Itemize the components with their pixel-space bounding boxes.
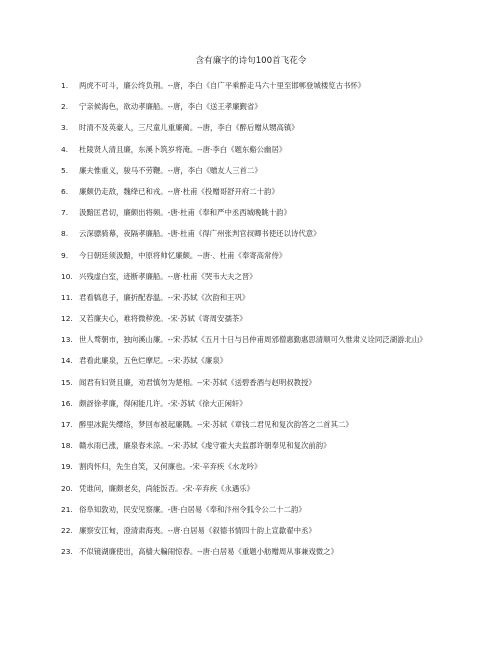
list-item (61, 122, 461, 133)
list-item-number: 15. (61, 377, 73, 387)
list-item (61, 546, 461, 557)
list-item-number: 8. (61, 229, 69, 239)
list-item-number: 22. (61, 525, 73, 535)
list-item-text: 杜陵贤人清且廉，东溪卜筑岁将淹。--唐·李白《题东谿公幽居》 (79, 144, 287, 154)
list-item (61, 250, 461, 261)
list-item (61, 207, 461, 218)
list-item-text: 廉夫惟重义，骏马不劳鞭。--唐，李白《赠友人三首二》 (79, 165, 262, 175)
list-item (61, 313, 461, 324)
list-item (61, 461, 461, 472)
list-item-text: 不似镜湖廉使出，高樯大艑闹惊春。--唐·白居易《重题小舫赠周从事兼戏微之》 (79, 547, 338, 557)
list-item-number: 17. (61, 420, 73, 429)
list-item (61, 80, 461, 91)
list-item-number: 7. (61, 208, 69, 218)
list-item-text: 凭谁问，廉颇老矣，尚能饭否。-宋·辛弃疾《永遇乐》 (79, 483, 255, 493)
list-item-number: 14. (61, 356, 73, 366)
list-item (61, 377, 461, 388)
list-item-number: 4. (61, 144, 69, 154)
list-item-text: 世人骛朝市，独向溪山廉。--宋·苏轼《五月十日与吕仲甫周邠僧惠勤惠思清顺可久惟肃义诠同泛湖游北山》 (79, 335, 427, 345)
list-item (61, 525, 461, 536)
list-item-text: 醉里冰髭失缨络，梦回布被起廉隅。--宋·苏轼《章钱二君见和复次韵答之二首其二》 (79, 420, 353, 429)
list-item-text: 廉颇仍走敌，魏绛已和戎。--唐·杜甫《投赠哥舒开府二十韵》 (79, 186, 279, 196)
list-item (61, 398, 461, 409)
list-item-text: 君看此廉泉，五色烂摩尼。--宋·苏轼《廉泉》 (79, 356, 228, 366)
list-item-text: 兴残虚白室，迹断孝廉船。--唐·杜甫《哭韦大夫之晋》 (79, 271, 257, 281)
list-item-number: 2. (61, 102, 69, 112)
list-item-text: 两虎不可斗，廉公终负荆。--唐，李白《自广平乘醉走马六十里至邯郸登城楼览古书怀》 (79, 81, 366, 90)
list-item (61, 144, 461, 155)
list-item-number: 18. (61, 441, 73, 451)
list-item-number: 20. (61, 483, 73, 493)
list-item (61, 228, 461, 239)
list-item-text: 又若廉夫心，难将微秽浼。-宋·苏轼《寄周安孺茶》 (79, 314, 247, 324)
list-item-number: 10. (61, 271, 73, 281)
list-item-number: 13. (61, 335, 73, 345)
list-item-text: 时清不及英豪人，三尺童儿重廉蔺。--唐，李白《醉后赠从甥高镇》 (79, 123, 299, 133)
list-item (61, 271, 461, 282)
list-item (61, 186, 461, 197)
list-item-number: 3. (61, 123, 69, 133)
list-item-text: 君看犒息子，廉折配春温。--宋·苏轼《次韵和王巩》 (79, 292, 250, 302)
list-item-text: 廉察安江甸，澄清肃海夷。--唐·白居易《叙德书情四十韵上宣歙翟中丞》 (79, 525, 316, 535)
list-item (61, 334, 461, 345)
poem-line-list (61, 80, 461, 567)
list-item-number: 23. (61, 547, 73, 557)
list-item-text: 赣水雨已涨，廉泉春未涼。--宋·苏轼《虔守霍大夫监郡许朝奉见和复次前韵》 (79, 441, 331, 451)
list-item-text: 割肉怀归，先生自笑，又何廉也。-宋·辛弃疾《水龙吟》 (79, 462, 262, 472)
list-item-number: 1. (61, 81, 69, 90)
list-item-number: 16. (61, 398, 73, 408)
list-item (61, 440, 461, 451)
list-item-number: 6. (61, 186, 69, 196)
list-item-text: 今日朝廷须汲黯，中原将帅忆廉颇。--唐·、杜甫《奉寄高常侍》 (79, 250, 287, 260)
list-item (61, 483, 461, 494)
list-item (61, 165, 461, 176)
list-item-text: 云深骠骑幕，夜隔孝廉船。-唐·杜甫《得广州张判官叔卿书使还以诗代意》 (79, 229, 321, 239)
list-item-text: 闻君有妇贤且廉，劝君慎勿为楚相。--宋·苏轼《送碧香酒与赵明叔教授》 (79, 377, 316, 387)
document-title: 含有廉字的诗句100首飞花令 (195, 56, 307, 66)
list-item-number: 21. (61, 504, 73, 514)
list-item (61, 355, 461, 366)
list-item-number: 11. (61, 292, 73, 302)
list-item-text: 俗阜知敦劝，民安见察廉。-唐·白居易《奉和汴州令狐令公二十二韵》 (79, 504, 306, 514)
list-item-text: 宁亲候海色，欲动孝廉船。--唐，李白《送王孝廉觐省》 (79, 102, 262, 112)
list-item (61, 419, 461, 430)
list-item-text: 汲黯匡君切，廉颇出将频。-唐·杜甫《奉和严中丞西城晚眺十韵》 (79, 208, 291, 218)
list-item-number: 19. (61, 462, 73, 472)
list-item-text: 颇訝徐孝廉，得闲能几许。-宋·苏轼《徐大正闲轩》 (79, 398, 247, 408)
list-item-number: 9. (61, 250, 69, 260)
list-item (61, 101, 461, 112)
list-item (61, 504, 461, 515)
list-item-number: 12. (61, 314, 73, 324)
list-item-number: 5. (61, 165, 69, 175)
list-item (61, 292, 461, 303)
